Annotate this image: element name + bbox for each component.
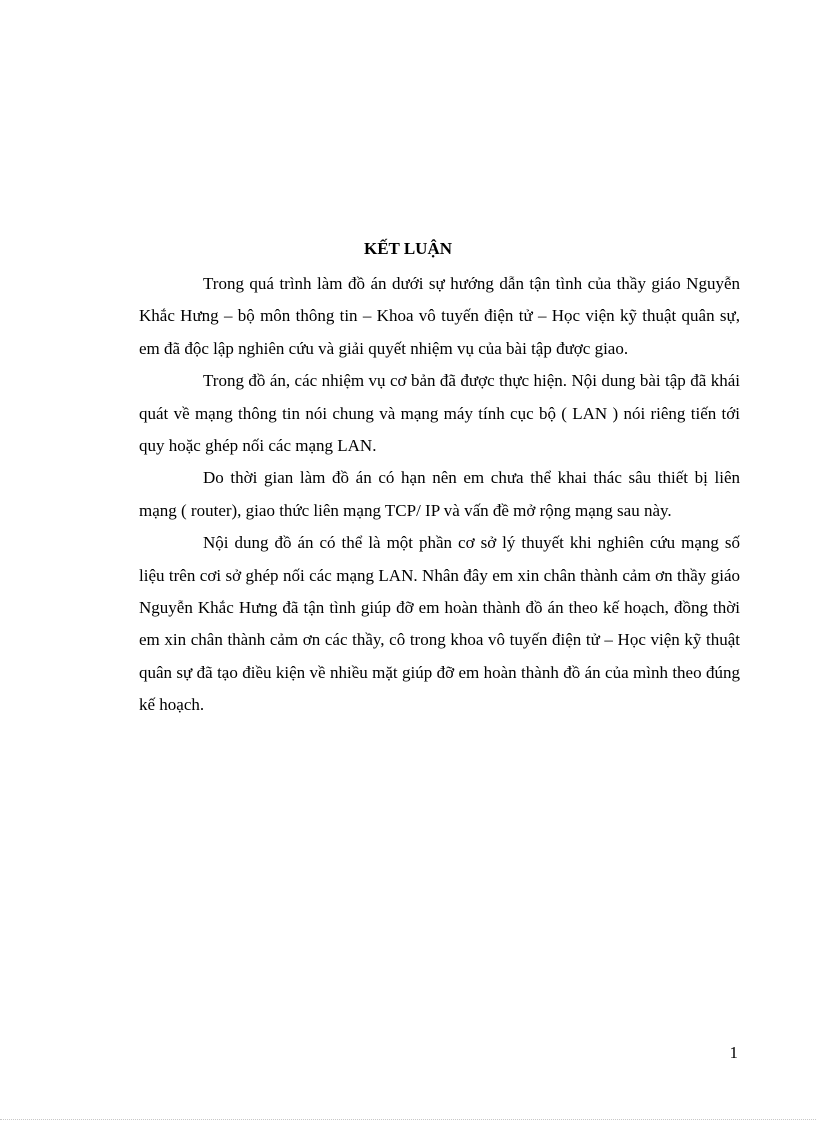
paragraph-1: Trong quá trình làm đồ án dưới sự hướng dẫn tận tình của thầy giáo Nguyễn Khắc Hưng – bộ môn thông tin – Khoa vô tuyến điện tử – Học viện kỹ thuật quân sự, em đã độc lập nghiên cứu và giải quyết nhiệm vụ của bài tập được giao. [139, 274, 740, 358]
page-number: 1 [729, 1043, 738, 1062]
paragraph-3: Do thời gian làm đồ án có hạn nên em chưa thể khai thác sâu thiết bị liên mạng ( router), giao thức liên mạng TCP/ IP và vấn đề mở rộng mạng sau này. [139, 468, 740, 520]
body-text [139, 268, 740, 722]
page-title: KẾT LUẬN [363, 239, 452, 258]
paragraph-4: Nội dung đồ án có thể là một phần cơ sở lý thuyết khi nghiên cứu mạng số liệu trên cơi sở ghép nối các mạng LAN. Nhân đây em xin chân thành cảm ơn thầy giáo Nguyễn Khắc Hưng đã tận tình giúp đỡ em hoàn thành đồ án theo kế hoạch, đồng thời em xin chân thành cảm ơn các thầy, cô trong khoa vô tuyến điện tử – Học viện kỹ thuật quân sự đã tạo điều kiện về nhiều mặt giúp đỡ em hoàn thành đồ án của mình theo đúng kế hoạch. [139, 533, 740, 715]
page-bottom-divider [0, 1119, 816, 1120]
paragraph-2: Trong đồ án, các nhiệm vụ cơ bản đã được thực hiện. Nội dung bài tập đã khái quát về mạng thông tin nói chung và mạng máy tính cục bộ ( LAN ) nói riêng tiến tới quy hoặc ghép nối các mạng LAN. [139, 371, 740, 456]
